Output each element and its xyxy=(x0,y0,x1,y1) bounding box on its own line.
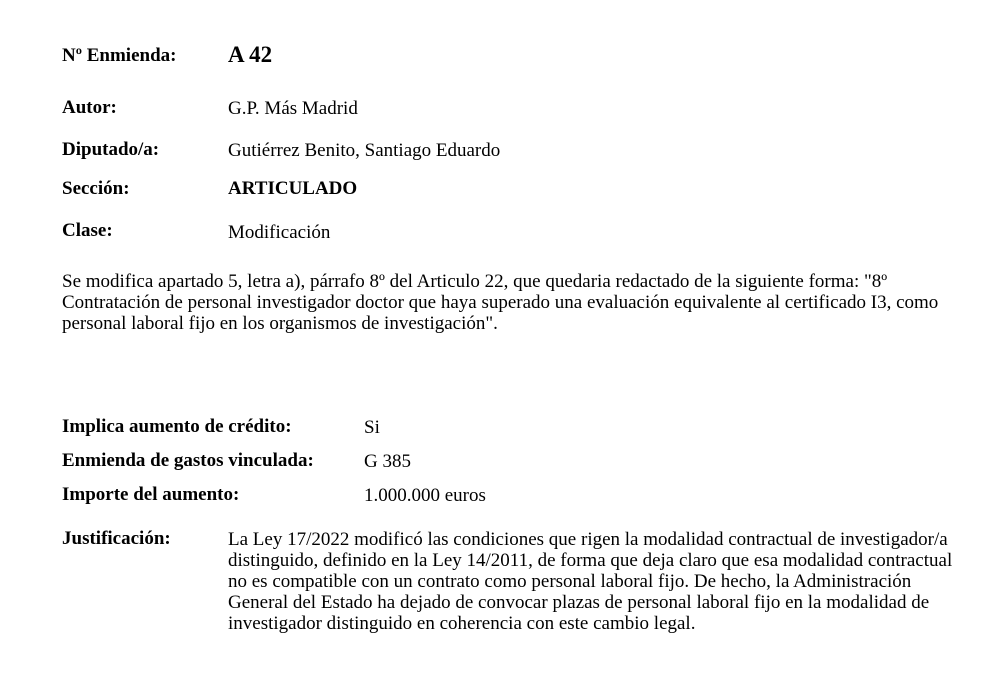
enmienda-label: Nº Enmienda: xyxy=(62,45,177,66)
justificacion-text: La Ley 17/2022 modificó las condiciones que rigen la modalidad contractual de investigador/a distinguido, definido en la Ley 14/2011, de forma que deja claro que esa modalidad contractual no es compatible con un contrato como personal laboral fijo. De hecho, la Administración General del Estado ha dejado de convocar plazas de personal laboral fijo en la modalidad de investigador distinguido en coherencia con este cambio legal. xyxy=(228,529,953,634)
justificacion-label: Justificación: xyxy=(62,528,171,549)
autor-value: G.P. Más Madrid xyxy=(228,98,358,119)
gastos-label: Enmienda de gastos vinculada: xyxy=(62,450,314,471)
gastos-value: G 385 xyxy=(364,451,411,472)
enmienda-number: A 42 xyxy=(228,42,273,67)
importe-label: Importe del aumento: xyxy=(62,484,240,505)
aumento-value: Si xyxy=(364,417,380,438)
seccion-label: Sección: xyxy=(62,178,130,199)
clase-label: Clase: xyxy=(62,220,113,241)
diputado-value: Gutiérrez Benito, Santiago Eduardo xyxy=(228,140,501,161)
autor-label: Autor: xyxy=(62,97,117,118)
amendment-text: Se modifica apartado 5, letra a), párrafo 8º del Articulo 22, que quedaria redactado de la siguiente forma: "8º Contratación de personal investigador doctor que haya superado una evaluación equivalente al certificado I3, como personal laboral fijo en los organismos de investigación". xyxy=(62,271,939,334)
seccion-value: ARTICULADO xyxy=(228,178,358,199)
importe-value: 1.000.000 euros xyxy=(364,485,486,506)
aumento-label: Implica aumento de crédito: xyxy=(62,416,292,437)
diputado-label: Diputado/a: xyxy=(62,139,160,160)
clase-value: Modificación xyxy=(228,222,331,243)
